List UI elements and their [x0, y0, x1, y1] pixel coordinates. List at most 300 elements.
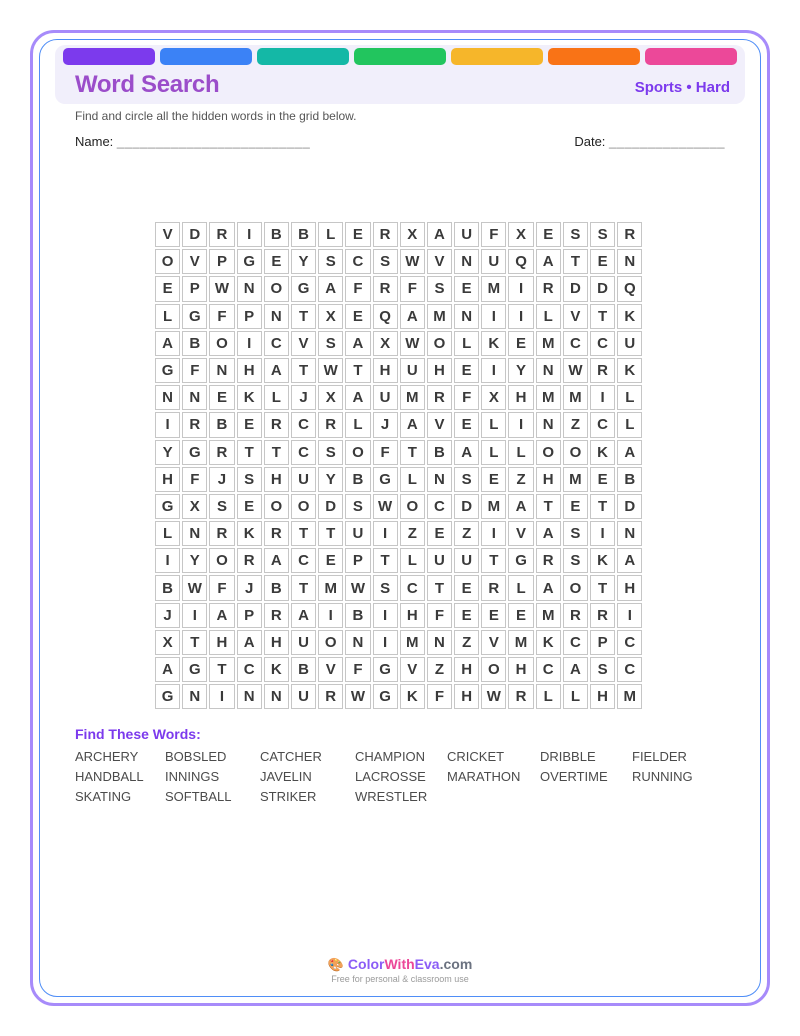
- grid-cell: Q: [617, 276, 642, 301]
- grid-cell: O: [209, 548, 234, 573]
- grid-cell: R: [373, 276, 398, 301]
- grid-cell: A: [617, 548, 642, 573]
- grid-cell: V: [155, 222, 180, 247]
- grid-cell: E: [427, 521, 452, 546]
- grid-cell: G: [373, 467, 398, 492]
- grid-cell: H: [536, 467, 561, 492]
- grid-cell: N: [427, 467, 452, 492]
- grid-cell: I: [508, 276, 533, 301]
- grid-cell: C: [590, 331, 615, 356]
- word-item: CHAMPION: [355, 749, 426, 764]
- name-field: [75, 134, 310, 149]
- word-item: WRESTLER: [355, 789, 428, 804]
- grid-cell: T: [291, 358, 316, 383]
- category-difficulty-badge: Sports • Hard: [634, 79, 730, 96]
- grid-cell: A: [291, 603, 316, 628]
- grid-cell: E: [454, 358, 479, 383]
- grid-cell: Z: [563, 412, 588, 437]
- grid-cell: H: [590, 684, 615, 709]
- grid-cell: E: [264, 249, 289, 274]
- grid-cell: C: [291, 548, 316, 573]
- grid-cell: Q: [508, 249, 533, 274]
- grid-cell: C: [617, 657, 642, 682]
- grid-cell: E: [237, 494, 262, 519]
- grid-cell: I: [590, 385, 615, 410]
- color-bar-segment: [160, 48, 252, 65]
- color-bar-segment: [548, 48, 640, 65]
- grid-cell: D: [454, 494, 479, 519]
- grid-cell: M: [536, 603, 561, 628]
- grid-cell: B: [617, 467, 642, 492]
- grid-cell: V: [427, 412, 452, 437]
- grid-cell: E: [318, 548, 343, 573]
- grid-cell: R: [617, 222, 642, 247]
- palette-icon: 🎨: [327, 957, 344, 972]
- grid-cell: V: [563, 304, 588, 329]
- grid-cell: G: [182, 440, 207, 465]
- grid-cell: W: [318, 358, 343, 383]
- footer: [0, 956, 800, 984]
- grid-cell: U: [291, 684, 316, 709]
- grid-cell: M: [563, 385, 588, 410]
- grid-cell: G: [373, 657, 398, 682]
- grid-cell: B: [291, 222, 316, 247]
- grid-cell: J: [291, 385, 316, 410]
- grid-cell: L: [481, 412, 506, 437]
- grid-cell: O: [563, 575, 588, 600]
- grid-cell: U: [617, 331, 642, 356]
- grid-cell: N: [182, 521, 207, 546]
- grid-cell: H: [508, 385, 533, 410]
- grid-cell: A: [617, 440, 642, 465]
- grid-cell: N: [427, 630, 452, 655]
- grid-cell: H: [237, 358, 262, 383]
- grid-cell: E: [155, 276, 180, 301]
- grid-cell: Z: [427, 657, 452, 682]
- grid-cell: E: [454, 412, 479, 437]
- grid-cell: N: [536, 358, 561, 383]
- grid-cell: X: [318, 385, 343, 410]
- grid-cell: J: [155, 603, 180, 628]
- footer-tagline: Free for personal & classroom use: [331, 974, 469, 984]
- grid-cell: T: [563, 249, 588, 274]
- grid-cell: K: [400, 684, 425, 709]
- grid-cell: A: [237, 630, 262, 655]
- grid-cell: H: [454, 684, 479, 709]
- grid-cell: U: [481, 249, 506, 274]
- word-item: BOBSLED: [165, 749, 227, 764]
- grid-cell: P: [182, 276, 207, 301]
- grid-cell: C: [264, 331, 289, 356]
- grid-cell: H: [209, 630, 234, 655]
- grid-cell: N: [454, 304, 479, 329]
- grid-cell: R: [590, 358, 615, 383]
- grid-cell: F: [345, 657, 370, 682]
- grid-cell: I: [318, 603, 343, 628]
- grid-cell: F: [481, 222, 506, 247]
- grid-cell: I: [237, 331, 262, 356]
- grid-cell: I: [481, 521, 506, 546]
- grid-cell: G: [291, 276, 316, 301]
- grid-cell: C: [590, 412, 615, 437]
- grid-cell: O: [209, 331, 234, 356]
- grid-cell: L: [563, 684, 588, 709]
- grid-cell: F: [373, 440, 398, 465]
- grid-cell: I: [182, 603, 207, 628]
- word-item: RUNNING: [632, 769, 693, 784]
- word-item: DRIBBLE: [540, 749, 596, 764]
- instructions-text: Find and circle all the hidden words in the grid below.: [75, 109, 357, 123]
- grid-cell: U: [345, 521, 370, 546]
- grid-cell: F: [345, 276, 370, 301]
- grid-cell: U: [373, 385, 398, 410]
- grid-cell: W: [182, 575, 207, 600]
- header: [55, 45, 745, 104]
- grid-cell: V: [291, 331, 316, 356]
- grid-cell: E: [237, 412, 262, 437]
- grid-cell: Z: [400, 521, 425, 546]
- grid-cell: X: [373, 331, 398, 356]
- color-bar-segment: [257, 48, 349, 65]
- grid-cell: H: [373, 358, 398, 383]
- grid-cell: K: [264, 657, 289, 682]
- grid-cell: A: [536, 249, 561, 274]
- grid-cell: L: [400, 467, 425, 492]
- word-item: SKATING: [75, 789, 132, 804]
- grid-cell: I: [508, 412, 533, 437]
- grid-cell: T: [590, 494, 615, 519]
- grid-cell: N: [155, 385, 180, 410]
- brand-part: Eva: [414, 956, 440, 972]
- grid-cell: W: [345, 684, 370, 709]
- grid-cell: M: [481, 276, 506, 301]
- grid-cell: L: [617, 385, 642, 410]
- grid-cell: U: [454, 548, 479, 573]
- grid-cell: S: [237, 467, 262, 492]
- grid-cell: E: [536, 222, 561, 247]
- grid-cell: V: [182, 249, 207, 274]
- grid-cell: B: [427, 440, 452, 465]
- grid-cell: O: [481, 657, 506, 682]
- grid-cell: Y: [318, 467, 343, 492]
- grid-cell: E: [508, 331, 533, 356]
- grid-cell: M: [427, 304, 452, 329]
- grid-cell: B: [155, 575, 180, 600]
- grid-cell: I: [508, 304, 533, 329]
- grid-cell: O: [400, 494, 425, 519]
- grid-cell: H: [264, 630, 289, 655]
- grid-cell: A: [318, 276, 343, 301]
- grid-cell: O: [536, 440, 561, 465]
- grid-cell: F: [209, 575, 234, 600]
- grid-cell: Y: [182, 548, 207, 573]
- color-bar-segment: [645, 48, 737, 65]
- grid-cell: E: [563, 494, 588, 519]
- name-label: Name:: [75, 134, 114, 149]
- grid-cell: L: [481, 440, 506, 465]
- grid-cell: S: [318, 249, 343, 274]
- grid-cell: R: [563, 603, 588, 628]
- grid-cell: O: [427, 331, 452, 356]
- grid-cell: K: [617, 304, 642, 329]
- grid-cell: S: [427, 276, 452, 301]
- grid-cell: N: [182, 385, 207, 410]
- grid-cell: F: [182, 358, 207, 383]
- grid-cell: M: [481, 494, 506, 519]
- grid-cell: T: [237, 440, 262, 465]
- grid-cell: N: [345, 630, 370, 655]
- title-row: [63, 65, 737, 99]
- grid-cell: D: [590, 276, 615, 301]
- grid-cell: I: [237, 222, 262, 247]
- grid-cell: M: [536, 331, 561, 356]
- word-list-title: Find These Words:: [75, 726, 201, 742]
- grid-cell: A: [345, 331, 370, 356]
- grid-cell: E: [590, 467, 615, 492]
- grid-cell: I: [155, 412, 180, 437]
- grid-cell: H: [454, 657, 479, 682]
- grid-cell: T: [590, 304, 615, 329]
- grid-cell: S: [318, 440, 343, 465]
- word-item: ARCHERY: [75, 749, 139, 764]
- grid-cell: X: [481, 385, 506, 410]
- grid-cell: I: [373, 603, 398, 628]
- word-item: MARATHON: [447, 769, 521, 784]
- grid-cell: H: [264, 467, 289, 492]
- grid-cell: R: [264, 521, 289, 546]
- grid-cell: R: [481, 575, 506, 600]
- grid-cell: D: [563, 276, 588, 301]
- grid-cell: V: [427, 249, 452, 274]
- grid-cell: R: [209, 222, 234, 247]
- grid-cell: L: [345, 412, 370, 437]
- grid-cell: C: [237, 657, 262, 682]
- grid-cell: S: [454, 467, 479, 492]
- grid-cell: I: [617, 603, 642, 628]
- grid-cell: S: [563, 548, 588, 573]
- grid-cell: H: [400, 603, 425, 628]
- grid-cell: H: [155, 467, 180, 492]
- grid-cell: L: [536, 304, 561, 329]
- grid-cell: F: [454, 385, 479, 410]
- grid-cell: K: [536, 630, 561, 655]
- name-blank-line: _________________________: [116, 134, 311, 149]
- grid-cell: R: [590, 603, 615, 628]
- word-item: CATCHER: [260, 749, 322, 764]
- grid-cell: A: [264, 358, 289, 383]
- grid-cell: U: [291, 630, 316, 655]
- grid-cell: O: [155, 249, 180, 274]
- grid-cell: S: [373, 575, 398, 600]
- name-date-row: [75, 134, 725, 149]
- grid-cell: Y: [155, 440, 180, 465]
- word-list: [75, 749, 712, 804]
- grid-cell: S: [318, 331, 343, 356]
- page-title: Word Search: [75, 71, 220, 98]
- grid-cell: L: [454, 331, 479, 356]
- word-item: CRICKET: [447, 749, 505, 764]
- grid-cell: K: [481, 331, 506, 356]
- grid-cell: P: [590, 630, 615, 655]
- grid-cell: L: [155, 521, 180, 546]
- grid-cell: F: [400, 276, 425, 301]
- grid-cell: D: [182, 222, 207, 247]
- grid-cell: I: [373, 630, 398, 655]
- grid-cell: S: [590, 657, 615, 682]
- grid-cell: C: [427, 494, 452, 519]
- grid-cell: T: [536, 494, 561, 519]
- grid-cell: R: [264, 603, 289, 628]
- grid-cell: D: [318, 494, 343, 519]
- grid-cell: U: [291, 467, 316, 492]
- grid-cell: T: [345, 358, 370, 383]
- grid-cell: N: [617, 521, 642, 546]
- grid-cell: T: [590, 575, 615, 600]
- grid-cell: M: [400, 385, 425, 410]
- grid-cell: S: [345, 494, 370, 519]
- word-item: INNINGS: [165, 769, 220, 784]
- grid-cell: E: [454, 276, 479, 301]
- grid-cell: N: [237, 276, 262, 301]
- word-item: SOFTBALL: [165, 789, 232, 804]
- grid-cell: S: [373, 249, 398, 274]
- grid-cell: A: [264, 548, 289, 573]
- grid-cell: V: [400, 657, 425, 682]
- word-item: OVERTIME: [540, 769, 608, 784]
- grid-cell: G: [237, 249, 262, 274]
- grid-cell: R: [318, 684, 343, 709]
- grid-cell: T: [291, 575, 316, 600]
- grid-cell: E: [345, 222, 370, 247]
- grid-cell: C: [536, 657, 561, 682]
- grid-cell: A: [508, 494, 533, 519]
- color-bar-segment: [354, 48, 446, 65]
- grid-cell: R: [182, 412, 207, 437]
- word-item: LACROSSE: [355, 769, 426, 784]
- grid-cell: X: [508, 222, 533, 247]
- grid-cell: X: [182, 494, 207, 519]
- grid-cell: E: [590, 249, 615, 274]
- grid-cell: A: [536, 521, 561, 546]
- grid-cell: A: [427, 222, 452, 247]
- grid-cell: O: [264, 494, 289, 519]
- grid-cell: T: [291, 521, 316, 546]
- grid-cell: M: [563, 467, 588, 492]
- grid-cell: F: [209, 304, 234, 329]
- grid-cell: F: [427, 684, 452, 709]
- word-item: FIELDER: [632, 749, 687, 764]
- grid-cell: G: [155, 684, 180, 709]
- grid-cell: K: [590, 548, 615, 573]
- grid-cell: P: [345, 548, 370, 573]
- grid-cell: O: [264, 276, 289, 301]
- color-bar-segment: [63, 48, 155, 65]
- grid-cell: W: [563, 358, 588, 383]
- grid-cell: Q: [373, 304, 398, 329]
- grid-cell: B: [182, 331, 207, 356]
- grid-cell: P: [237, 603, 262, 628]
- grid-cell: V: [481, 630, 506, 655]
- grid-cell: C: [617, 630, 642, 655]
- grid-cell: I: [481, 304, 506, 329]
- grid-cell: Y: [291, 249, 316, 274]
- grid-cell: C: [400, 575, 425, 600]
- grid-cell: D: [617, 494, 642, 519]
- grid-cell: Z: [508, 467, 533, 492]
- grid-cell: P: [209, 249, 234, 274]
- grid-cell: R: [536, 548, 561, 573]
- header-color-bar: [63, 48, 737, 65]
- grid-cell: M: [508, 630, 533, 655]
- grid-cell: R: [427, 385, 452, 410]
- grid-cell: M: [617, 684, 642, 709]
- grid-cell: T: [427, 575, 452, 600]
- grid-cell: C: [345, 249, 370, 274]
- grid-cell: W: [400, 249, 425, 274]
- grid-cell: J: [373, 412, 398, 437]
- grid-cell: M: [400, 630, 425, 655]
- grid-cell: A: [400, 304, 425, 329]
- grid-cell: J: [237, 575, 262, 600]
- date-blank-line: _______________: [609, 134, 725, 149]
- grid-cell: V: [318, 657, 343, 682]
- grid-cell: G: [182, 657, 207, 682]
- grid-cell: L: [318, 222, 343, 247]
- grid-cell: M: [536, 385, 561, 410]
- grid-cell: L: [508, 575, 533, 600]
- grid-cell: U: [427, 548, 452, 573]
- grid-cell: I: [481, 358, 506, 383]
- grid-cell: X: [155, 630, 180, 655]
- grid-cell: T: [264, 440, 289, 465]
- word-item: STRIKER: [260, 789, 317, 804]
- grid-cell: W: [481, 684, 506, 709]
- grid-cell: N: [237, 684, 262, 709]
- grid-cell: U: [400, 358, 425, 383]
- grid-cell: E: [454, 603, 479, 628]
- brand-part: Color: [347, 956, 385, 972]
- grid-cell: M: [318, 575, 343, 600]
- grid-cell: L: [508, 440, 533, 465]
- grid-cell: F: [427, 603, 452, 628]
- grid-cell: O: [563, 440, 588, 465]
- grid-cell: T: [373, 548, 398, 573]
- grid-cell: I: [209, 684, 234, 709]
- grid-cell: I: [155, 548, 180, 573]
- grid-cell: N: [264, 304, 289, 329]
- grid-cell: P: [237, 304, 262, 329]
- grid-cell: T: [209, 657, 234, 682]
- grid-cell: R: [508, 684, 533, 709]
- grid-cell: W: [209, 276, 234, 301]
- grid-cell: R: [209, 521, 234, 546]
- grid-cell: R: [264, 412, 289, 437]
- grid-cell: U: [454, 222, 479, 247]
- grid-cell: S: [209, 494, 234, 519]
- brand-line: [0, 956, 800, 973]
- grid-cell: O: [345, 440, 370, 465]
- grid-cell: B: [209, 412, 234, 437]
- grid-cell: E: [454, 575, 479, 600]
- grid-cell: K: [237, 385, 262, 410]
- grid-cell: A: [400, 412, 425, 437]
- grid-cell: R: [237, 548, 262, 573]
- grid-cell: R: [536, 276, 561, 301]
- grid-cell: L: [400, 548, 425, 573]
- grid-cell: B: [345, 603, 370, 628]
- grid-cell: E: [508, 603, 533, 628]
- grid-cell: W: [400, 331, 425, 356]
